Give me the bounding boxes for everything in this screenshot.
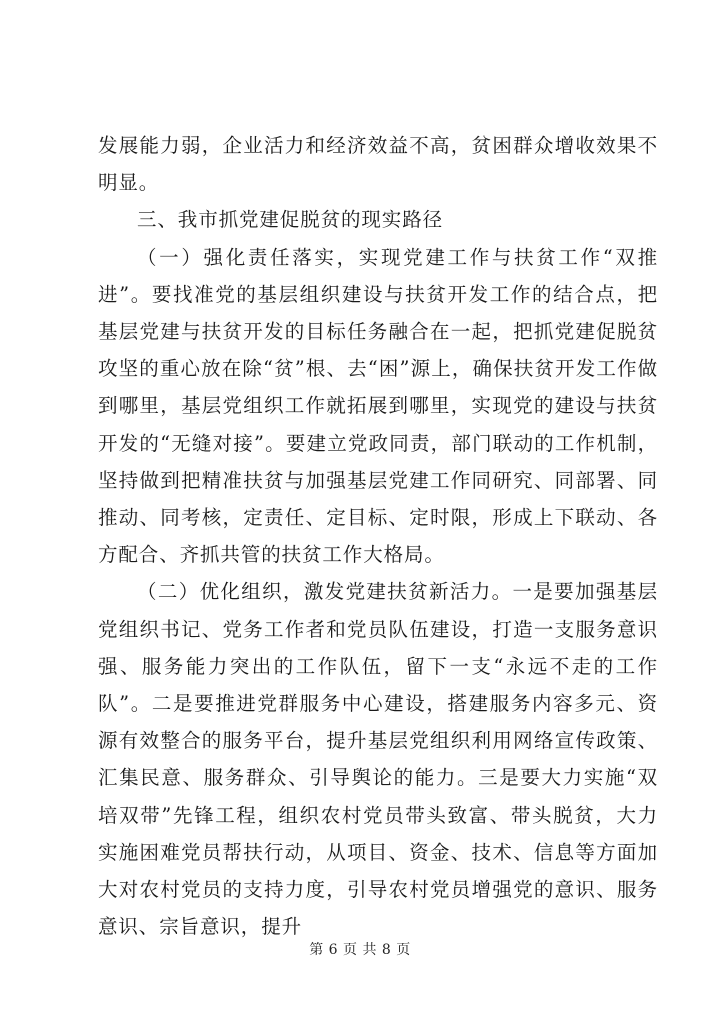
paragraph-organization: （二）优化组织，激发党建扶贫新活力。一是要加强基层党组织书记、党务工作者和党员队伍建设，打造一支服务意识强、服务能力突出的工作队伍，留下一支“永远不走的工作队”。二是要推进党群服务中心建设，搭建服务内容多元、资源有效整合的服务平台，提升基层党组织利用网络宣传政策、汇集民意、服务群众、引导舆论的能力。三是要大力实施“双培双带”先锋工程，组织农村党员带头致富、带头脱贫，大力实施困难党员帮扶行动，从项目、资金、技术、信息等方面加大对农村党员的支持力度，引导农村党员增强党的意识、服务意识、宗旨意识，提升: [98, 580, 658, 939]
paragraph-continuation: 发展能力弱，企业活力和经济效益不高，贫困群众增收效果不明显。: [98, 134, 658, 195]
section-heading: 三、我市抓党建促脱贫的现实路径: [137, 208, 444, 232]
page-footer: 第 6 页 共 8 页: [309, 942, 411, 958]
paragraph-responsibility: （一）强化责任落实，实现党建工作与扶贫工作“双推进”。要找准党的基层组织建设与扶贫开发工作的结合点，把基层党建与扶贫开发的目标任务融合在一起，把抓党建促脱贫攻坚的重心放在除“贫”根、去“困”源上，确保扶贫开发工作做到哪里，基层党组织工作就拓展到哪里，实现党的建设与扶贫开发的“无缝对接”。要建立党政同责，部门联动的工作机制，坚持做到把精准扶贫与加强基层党建工作同研究、同部署、同推动、同考核，定责任、定目标、定时限，形成上下联动、各方配合、齐抓共管的扶贫工作大格局。: [98, 245, 658, 567]
document-body: [98, 127, 658, 945]
